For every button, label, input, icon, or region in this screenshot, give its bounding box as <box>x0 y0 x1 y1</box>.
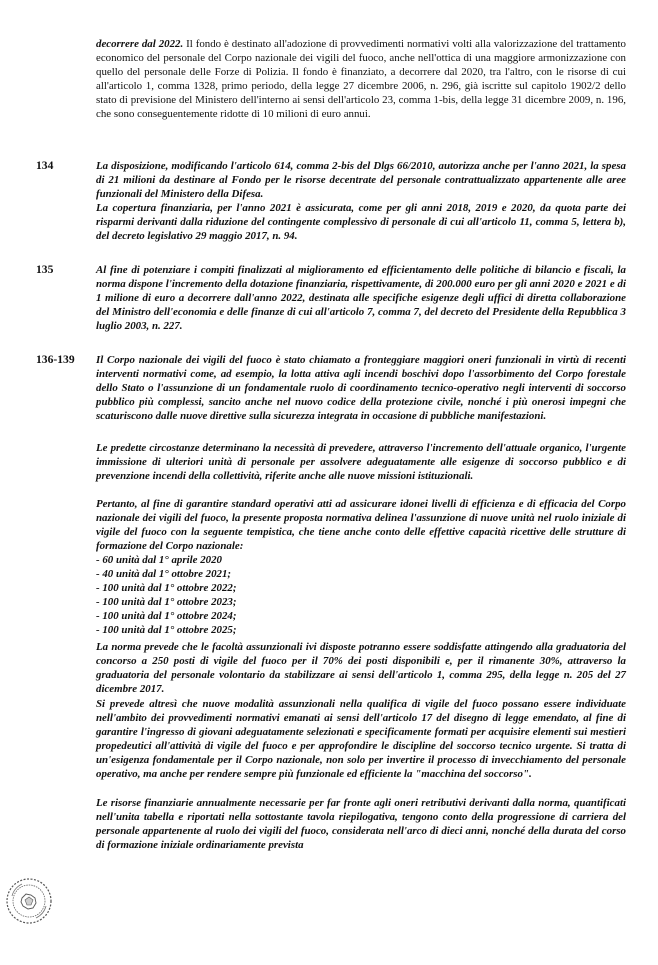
section-134-paragraph-1: La disposizione, modificando l'articolo 614, comma 2-bis del Dlgs 66/2010, autorizza anche per l'anno 2021, la spesa di 21 milioni da destinare al Fondo per le risorse decentrate del personale contrattualizzato appartenente alle aree funzionali del Ministero della Difesa. <box>96 160 626 201</box>
list-item: - 100 unità dal 1° ottobre 2023; <box>96 596 237 609</box>
list-item: - 100 unità dal 1° ottobre 2022; <box>96 582 237 595</box>
list-item: - 100 unità dal 1° ottobre 2024; <box>96 610 237 623</box>
section-136-paragraph-2: Le predette circostanze determinano la necessità di prevedere, attraverso l'incremento dell'attuale organico, l'urgente immissione di ulteriori unità di personale per assolvere adeguatamente alle esigenze di soccorso pubblico e di prevenzione incendi della collettività, riferite anche alle nuove missioni istituzionali. <box>96 442 626 483</box>
intro-body: Il fondo è destinato all'adozione di provvedimenti normativi volti alla valorizzazione del trattamento economico del personale del Corpo nazionale dei vigili del fuoco, anche nell'ottica di una maggiore armonizzazione con quello del personale delle Forze di Polizia. Il fondo è finanziato, a decorrere dal 2020, tra l'altro, con le risorse di cui all'articolo 1, comma 1328, primo periodo, della legge 27 dicembre 2006, n. 296, già iscritte sul capitolo 1902/2 dello stato di previsione del Ministero dell'interno ai sensi dell'articolo 23, comma 1-bis, della legge 31 dicembre 2009, n. 196, che sono conseguentemente ridotte di 10 milioni di euro annui. <box>96 38 626 121</box>
official-seal-stamp <box>4 876 54 926</box>
section-number-136-139: 136-139 <box>36 353 75 366</box>
section-134-paragraph-2: La copertura finanziaria, per l'anno 2021 è assicurata, come per gli anni 2018, 2019 e 2020, da quota parte dei risparmi derivanti dalla riduzione del contingente complessivo di personale di cui all'articolo 11, comma 5, lettera b), del decreto legislativo 29 maggio 2017, n. 94. <box>96 202 626 243</box>
section-135-paragraph-1: Al fine di potenziare i compiti finalizzati al miglioramento ed efficientamento delle politiche di bilancio e fiscali, la norma dispone l'incremento della dotazione finanziaria, rispettivamente, di 200.000 euro per gli anni 2020 e 2021 e di 1 milione di euro a decorrere dall'anno 2022, destinata alle specifiche esigenze degli uffici di diretta collaborazione del Ministro dell'economia e delle finanze di cui all'articolo 7, comma 7, del decreto del Presidente della Repubblica 3 luglio 2003, n. 227. <box>96 264 626 333</box>
hiring-schedule-list <box>96 553 626 637</box>
section-136-after-list-paragraph-1: La norma prevede che le facoltà assunzionali ivi disposte potranno essere soddisfatte attingendo alla graduatoria del concorso a 250 posti di vigile del fuoco per il 70% dei posti disponibili e, per il rimanente 30%, attraverso la graduatoria del personale volontario da stabilizzare ai sensi dell'articolo 1, comma 295, della legge n. 205 del 27 dicembre 2017. <box>96 641 626 696</box>
intro-paragraph <box>96 37 626 121</box>
section-136-after-list-paragraph-3: Le risorse finanziarie annualmente necessarie per far fronte agli oneri retributivi derivanti dalla norma, quantificati nell'unita tabella e riportati nella sottostante tavola riepilogativa, tengono conto della progressione di carriera del personale appartenente al ruolo dei vigili del fuoco, considerata nell'arco di dieci anni, nonché della durata del corso di formazione iniziale ordinariamente prevista <box>96 797 626 852</box>
section-136-paragraph-1: Il Corpo nazionale dei vigili del fuoco è stato chiamato a fronteggiare maggiori oneri funzionali in virtù di recenti interventi normativi come, ad esempio, la lotta attiva agli incendi boschivi dopo l'assorbimento del Corpo forestale dello Stato o l'assunzione di un fondamentale ruolo di coordinamento tecnico-operativo negli interventi di soccorso pubblico più complessi, sancito anche nel nuovo codice della protezione civile, nonché i più onerosi impegni che scaturiscono dalle nuove direttive sulla sicurezza integrata in occasione di pubbliche manifestazioni. <box>96 354 626 423</box>
list-item: - 40 unità dal 1° ottobre 2021; <box>96 568 232 581</box>
section-136-after-list-paragraph-2: Si prevede altresì che nuove modalità assunzionali nella qualifica di vigile del fuoco possano essere individuate nell'ambito dei provvedimenti normativi emanati ai sensi dell'articolo 17 del disegno di legge emendato, al fine di garantire l'ingresso di giovani adeguatamente selezionati e specificamente formati per acquisire elementi sui mestieri propedeutici all'attività di vigile del fuoco e per approfondire le discipline del soccorso tecnico urgente. Si tratta di un'esigenza fondamentale per il Corpo nazionale, non solo per invertire il processo di invecchiamento del personale operativo, ma anche per rendere sempre più funzionale ed efficiente la "macchina del soccorso". <box>96 698 626 781</box>
intro-lead: decorrere dal 2022. <box>96 38 184 50</box>
section-number-135: 135 <box>36 263 54 276</box>
section-136-paragraph-3: Pertanto, al fine di garantire standard operativi atti ad assicurare idonei livelli di efficienza e di efficacia del Corpo nazionale dei vigili del fuoco, la presente proposta normativa delinea l'assunzione di nuove unità nel ruolo iniziale di vigile del fuoco con la seguente tempistica, che tiene anche conto delle effettive capacità ricettive delle strutture di formazione del Corpo nazionale: <box>96 498 626 553</box>
list-item: - 60 unità dal 1° aprile 2020 <box>96 554 222 566</box>
list-item: - 100 unità dal 1° ottobre 2025; <box>96 624 237 637</box>
section-number-134: 134 <box>36 159 54 172</box>
